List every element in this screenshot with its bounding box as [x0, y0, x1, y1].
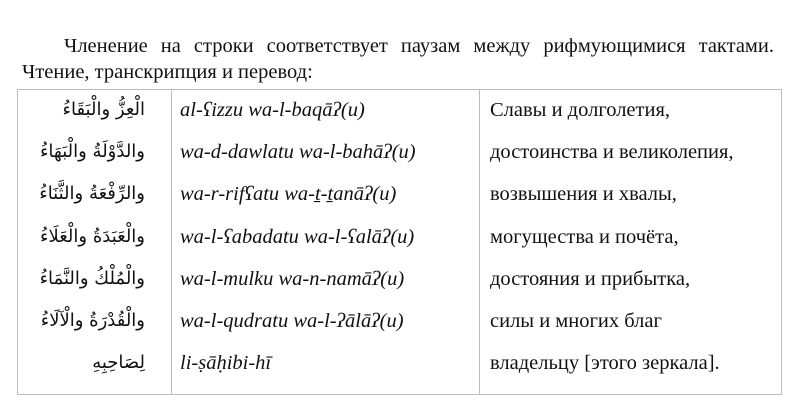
translation-line-4: могущества и почёта,	[490, 225, 679, 248]
transcription-line-7: li-ṣāḥibi-hī	[180, 352, 272, 375]
arabic-line-1: الْعِزُّ والْبَقَاءُ	[62, 99, 145, 120]
transcription-line-2: wa-d-dawlatu wa-l-bahāʔ(u)	[180, 141, 416, 164]
arabic-line-4: والْعَبَدَةُ والْعَلَاءُ	[40, 225, 145, 247]
arabic-line-2: والدَّوْلَةُ والْبَهَاءُ	[39, 141, 145, 163]
translation-line-5: достояния и прибытка,	[490, 267, 691, 290]
transcription-line-3: wa-r-rifʕatu wa-ṯ-ṯanāʔ(u)	[180, 183, 397, 206]
poem-table	[17, 89, 782, 395]
transcription-line-5: wa-l-mulku wa-n-namāʔ(u)	[180, 267, 405, 290]
transcription-column	[172, 90, 480, 395]
translation-line-3: возвышения и хвалы,	[490, 183, 677, 206]
translation-line-7: владельцу [этого зеркала].	[490, 352, 720, 375]
intro-text: Членение на строки соответствует паузам между рифмующимися тактами. Чтение, транскрипция и перевод:	[22, 34, 774, 83]
translation-line-2: достоинства и великолепия,	[490, 141, 734, 164]
transcription-line-1: al-ʕizzu wa-l-baqāʔ(u)	[180, 99, 365, 121]
arabic-column	[18, 90, 172, 395]
arabic-line-5: والْمُلْكُ والنَّمَاءُ	[39, 267, 145, 289]
translation-line-6: силы и многих благ	[490, 309, 662, 332]
poem-table-row	[18, 90, 782, 395]
translation-column	[480, 90, 782, 395]
translation-line-1: Славы и долголетия,	[490, 99, 671, 121]
arabic-line-3: والرِّفْعَةُ والثَّنَاءُ	[39, 183, 145, 205]
intro-paragraph	[22, 33, 774, 85]
transcription-line-6: wa-l-qudratu wa-l-ʔālāʔ(u)	[180, 309, 404, 332]
transcription-line-4: wa-l-ʕabadatu wa-l-ʕalāʔ(u)	[180, 225, 415, 248]
arabic-line-6: والْقُدْرَةُ والْآلَاءُ	[40, 309, 145, 331]
arabic-line-7: لِصَاحِبِهِ	[92, 352, 145, 374]
